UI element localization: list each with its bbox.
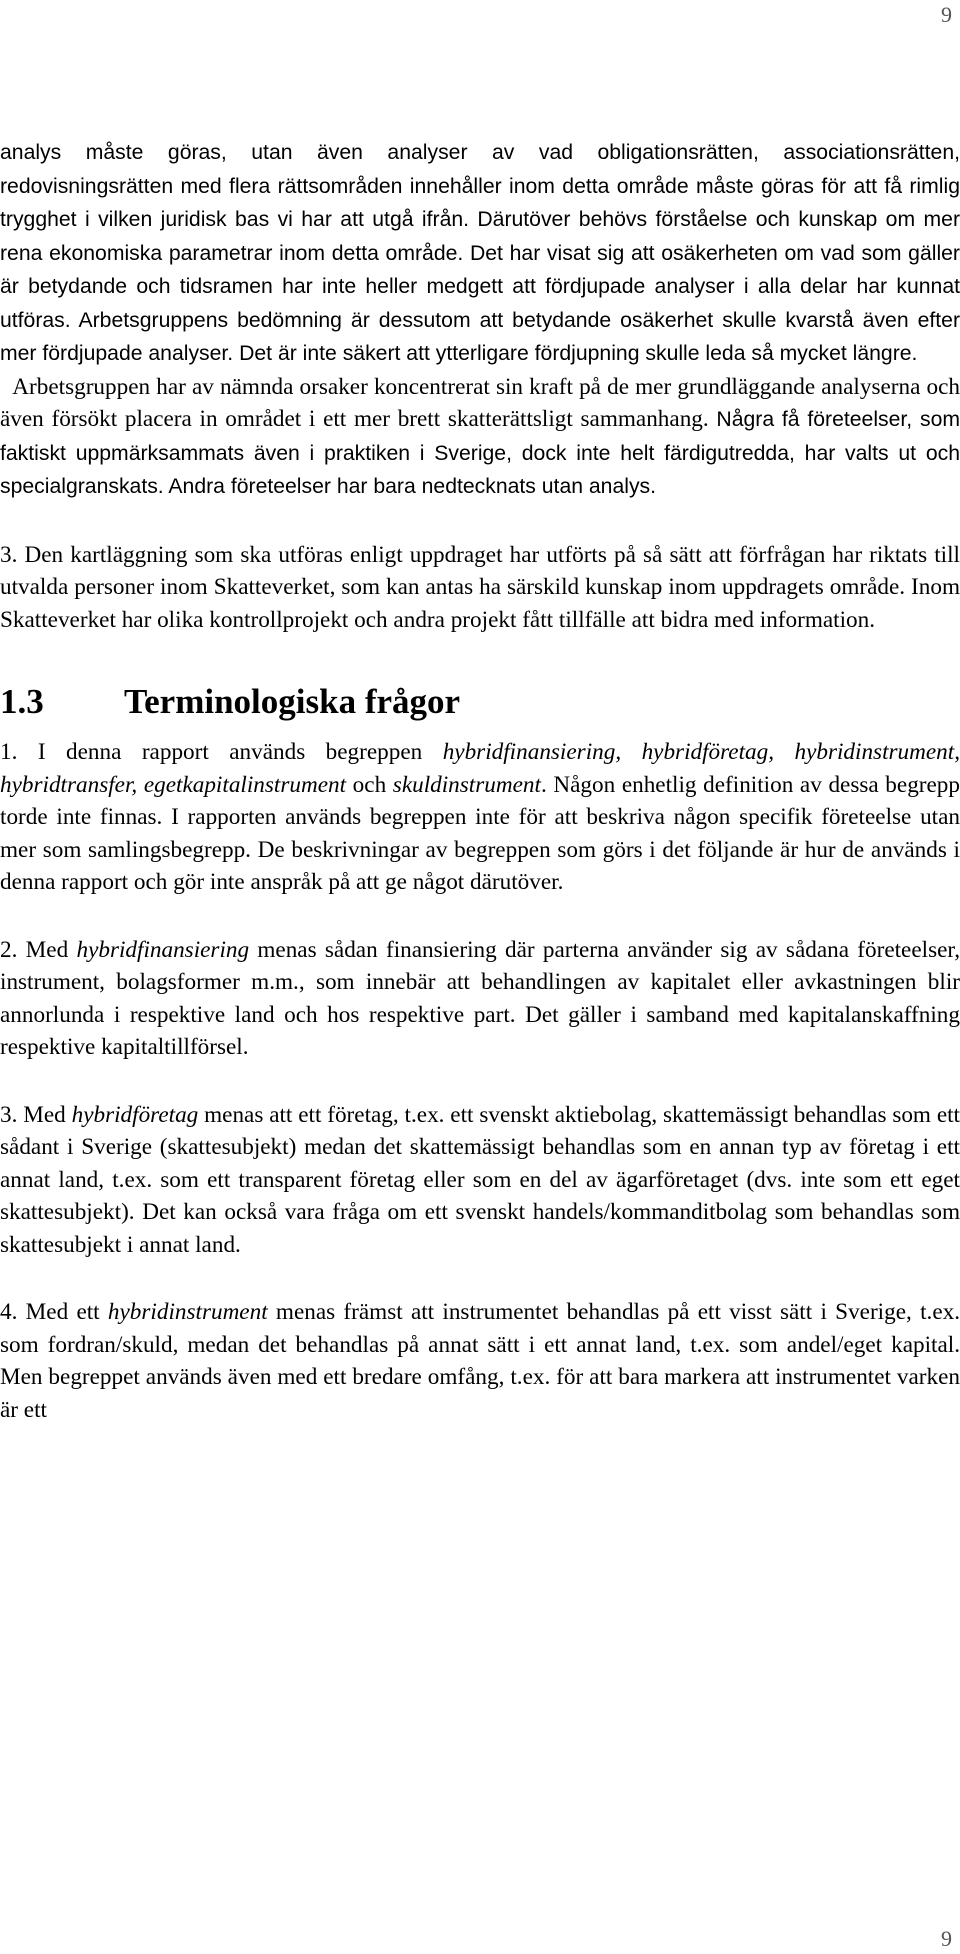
term-1-intro: 1. I denna rapport används begreppen (0, 739, 443, 765)
term-4-body: menas främst att instrumentet behandlas på ett visst sätt i Sverige, t.ex. som fordran/skuld, medan det behandlas på annat sätt i ett annat land, t.ex. som andel/eget kapital. Men begreppet används även med ett bredare omfång, t.ex. för att bara markera att instrumentet varken är ett (0, 1299, 960, 1423)
paragraph-term-4 (0, 1296, 960, 1426)
page-number-top: 9 (941, 2, 952, 27)
term-2-intro: 2. Med (0, 936, 77, 963)
section-heading (0, 682, 960, 722)
term-4-term: hybridinstrument (107, 1299, 268, 1325)
paragraph-working-group-part-b: Några få företeelser, som faktiskt uppmärksammats även i praktiken i Sverige, dock inte helt färdigutredda, har valts ut och specialgranskats. Andra företeelser har bara nedtecknats utan analys. (0, 408, 960, 498)
term-1-body: . Någon enhetlig definition av dessa begrepp torde inte finnas. I rapporten används begreppen inte för att beskriva någon specifik företeelse utan mer som samlingsbegrepp. De beskrivningar av begreppen som görs i det följande är hur de används i denna rapport och gör inte anspråk på att ge något därutöver. (0, 771, 960, 895)
section-title: Terminologiska frågor (124, 682, 461, 721)
term-2-term: hybridfinansiering (76, 936, 250, 963)
paragraph-term-2 (0, 934, 960, 1064)
paragraph-survey: 3. Den kartläggning som ska utföras enligt uppdraget har utförts på så sätt att förfrågan har riktats till utvalda personer inom Skatteverket, som kan antas ha särskild kunskap inom uppdragets område. Inom Skatteverket har olika kontrollprojekt och andra projekt fått tillfälle att bidra med information. (0, 541, 960, 633)
paragraph-analysis-part-a: analys måste göras, utan även analyser av vad obligationsrätten, associationsrätten, redovisningsrätten med flera rättsområden innehåller inom detta område måste göras för att få rimlig trygghet i vilken juridisk bas vi har att utgå ifrån. (0, 141, 960, 231)
paragraph-term-1 (0, 736, 960, 899)
term-1-terms: hybridfinansiering, hybridföretag, hybridinstrument, hybridtransfer, egetkapitalinstrument (0, 739, 960, 798)
paragraph-analysis (0, 136, 960, 371)
page-number-bottom: 9 (941, 1926, 952, 1951)
paragraph-working-group-part-a: Arbetsgruppen har av nämnda orsaker koncentrerat sin kraft på de mer grundläggande analyserna och även försökt placera in området i ett mer brett skatterättsligt sammanhang. (0, 373, 960, 432)
section-number: 1.3 (0, 682, 44, 721)
paragraph-term-3 (0, 1099, 960, 1262)
term-1-last-term: skuldinstrument (392, 771, 541, 798)
term-2-body: menas sådan finansiering där parterna använder sig av sådana företeelser, instrument, bolagsformer m.m., som innebär att behandlingen av kapitalet eller avkastningen blir annorlunda i respektive land och hos respektive part. Det gäller i samband med kapitalanskaffning respektive kapitaltillförsel. (0, 936, 960, 1060)
term-3-intro: 3. Med (0, 1101, 72, 1128)
document-body (0, 136, 960, 1426)
term-1-och: och (346, 771, 393, 798)
term-3-body: menas att ett företag, t.ex. ett svenskt aktiebolag, skattemässigt behandlas som ett sådant i Sverige (skattesubjekt) medan det skattemässigt behandlas som en annan typ av företag i ett annat land, t.ex. som ett transparent företag eller som en del av ägarföretaget (dvs. inte som ett eget skattesubjekt). Det kan också vara fråga om ett svenskt handels/kommanditbolag som behandlas som skattesubjekt i annat land. (0, 1101, 960, 1258)
term-4-intro: 4. Med ett (0, 1299, 108, 1325)
paragraph-analysis-part-b: Därutöver behövs förståelse och kunskap om mer rena ekonomiska parametrar inom detta område. Det har visat sig att osäkerheten om vad som gäller är betydande och tidsramen har inte heller medgett att fördjupade analyser i alla delar har kunnat utföras. Arbetsgruppens bedömning är dessutom att betydande osäkerhet skulle kvarstå även efter mer fördjupade analyser. Det är inte säkert att ytterligare fördjupning skulle leda så mycket längre. (0, 208, 960, 365)
term-3-term: hybridföretag (71, 1101, 199, 1128)
paragraph-working-group (0, 371, 960, 504)
